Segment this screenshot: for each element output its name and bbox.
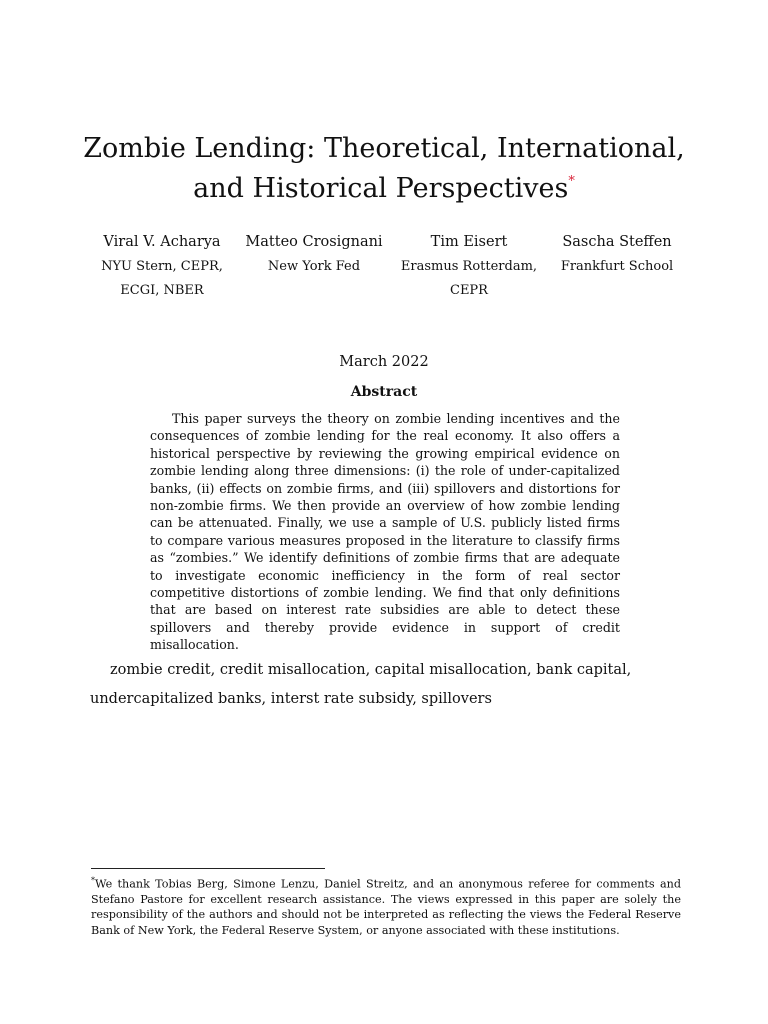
- author-affiliation: NYU Stern, CEPR,: [101, 259, 223, 274]
- abstract-text: This paper surveys the theory on zombie lending incentives and the consequences of zombie lending for the real economy. It also offers a historical perspective by reviewing the growing empirical evidence on zombie lending along three dimensions: (i) the role of under-capitalized banks, (ii) effects on zombie firms, and (iii) spillovers and distortions for non-zombie firms. We then provide an overview of how zombie lending can be attenuated. Finally, we use a sample of U.S. publicly listed firms to compare various measures proposed in the literature to classify firms as “zombies.” We identify definitions of zombie firms that are adequate to investigate economic inefficiency in the form of real sector competitive distortions of zombie lending. We find that only definitions that are based on interest rate subsidies are able to detect these spillovers and thereby provide evidence in support of credit misallocation.: [150, 411, 620, 653]
- author-affiliation: ECGI, NBER: [120, 283, 204, 298]
- abstract-heading: Abstract: [350, 384, 418, 400]
- author-acharya: [92, 230, 232, 303]
- author-affiliation: New York Fed: [267, 259, 361, 274]
- publication-date: March 2022: [339, 354, 429, 370]
- paper-title: [60, 131, 708, 206]
- keywords: zombie credit, credit misallocation, capital misallocation, bank capital, undercapitalized banks, interst rate subsidy, spillovers: [90, 662, 632, 707]
- title-footnote-link[interactable]: *: [568, 174, 575, 189]
- author-name: Tim Eisert: [430, 234, 508, 250]
- author-steffen: [552, 230, 682, 279]
- footnote-text: We thank Tobias Berg, Simone Lenzu, Daniel Streitz, and an anonymous referee for comments and Stefano Pastore for excellent research assistance. The views expressed in this paper are solely the responsibility of the authors and should not be interpreted as reflecting the views the Federal Reserve Bank of New York, the Federal Reserve System, or anyone associated with these institutions.: [91, 877, 681, 937]
- author-affiliation: Frankfurt School: [560, 259, 674, 274]
- footnote-divider: [91, 868, 325, 869]
- author-eisert: [398, 230, 540, 303]
- title-line-2: [60, 166, 708, 206]
- footnote-mark: *: [91, 876, 95, 885]
- author-name: Matteo Crosignani: [245, 234, 383, 250]
- author-affiliation: Erasmus Rotterdam,: [400, 259, 538, 274]
- author-name: Sascha Steffen: [562, 234, 672, 250]
- title-line-1: Zombie Lending: Theoretical, International,: [83, 133, 685, 164]
- author-crosignani: [244, 230, 384, 279]
- footnote: [91, 873, 681, 938]
- author-name: Viral V. Acharya: [103, 234, 221, 250]
- author-affiliation: CEPR: [450, 283, 488, 298]
- title-line-2-text: and Historical Perspectives: [193, 173, 569, 204]
